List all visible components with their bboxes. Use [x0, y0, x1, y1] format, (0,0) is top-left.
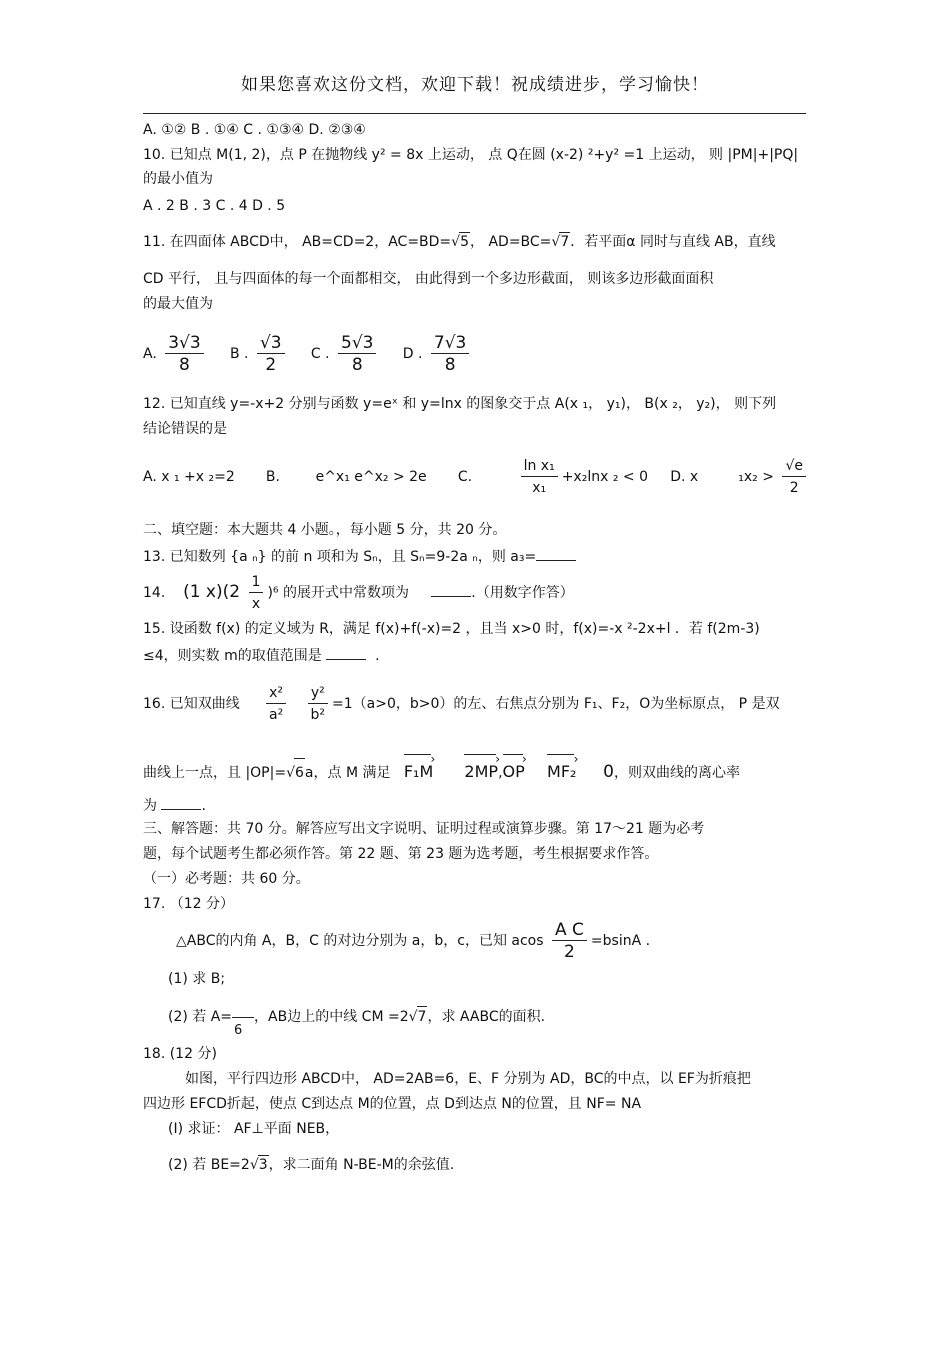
q17-title: 17. （12 分） [143, 896, 234, 912]
q14-fraction: $\frac{1}{x}$ [249, 572, 264, 615]
section-2-heading: 二、填空题：本大题共 4 小题。，每小题 5 分，共 20 分。 [143, 522, 507, 538]
q18-stem-cont: 四边形 EFCD折起，使点 C到达点 M的位置，点 D到达点 N的位置，且 NF= NA [143, 1096, 642, 1112]
q12-stem: 12. 已知直线 y=-x+2 分别与函数 y=eˣ 和 y=lnx 的图象交于点 A(x ₁， y₁)， B(x ₂， y₂)， 则下列 [143, 396, 777, 412]
q18-stem: 如图，平行四边形 ABCD中， AD=2AB=6，E、F 分别为 AD，BC的中点，以 EF为折痕把 [185, 1071, 751, 1087]
q11-stem: 11. 在四面体 ABCD中， AB=CD=2，AC=BD=√5， AD=BC=√7．若平面α 同时与直线 AB，直线 [143, 234, 776, 250]
vector-f1m: F₁M › [404, 752, 433, 786]
section-3-heading: 三、解答题：共 70 分。解答应写出文字说明、证明过程或演算步骤。第 17～21 题为必考 [143, 821, 705, 837]
q12-option-c-fraction: $\frac{\text{ln x₁}}{\text{x₁}}$ [521, 456, 558, 499]
answer-blank [536, 546, 576, 561]
page-header: 如果您喜欢这份文档，欢迎下载！祝成绩进步，学习愉快！ [241, 75, 709, 95]
sqrt-5: 5 [460, 234, 470, 250]
q17-part-1: (1) 求 B; [168, 971, 226, 987]
q10-stem: 10. 已知点 M(1, 2)，点 P 在抛物线 y² = 8x 上运动， 点 Q在圆 (x-2) ²+y² =1 上运动， 则 |PM|+|PQ| [143, 147, 799, 163]
q12-option-d-fraction: $\frac{√e}{2}$ [782, 456, 806, 499]
q18-part-1: (I) 求证： AF⊥平面 NEB， [168, 1121, 340, 1137]
q16-fraction-x: $\frac{\text{x²}}{\text{a²}}$ [266, 683, 286, 726]
q12-stem-cont: 结论错误的是 [143, 421, 227, 437]
q15-stem-cont: ≤4，则实数 m的取值范围是 . [143, 645, 380, 665]
answer-blank [431, 582, 471, 597]
q17-part-2-denominator: 6 [234, 1023, 243, 1038]
q15-stem: 15. 设函数 f(x) 的定义域为 R，满足 f(x)+f(-x)=2 ，且当 x>0 时，f(x)=-x ²-2x+l ．若 f(2m-3) [143, 621, 760, 637]
q16-stem-cont2: 为 . [143, 795, 206, 815]
q16-stem: 16. 已知双曲线 $\frac{\text{x²}}{\text{a²}}$ $\frac{\text{y²}}{\text{b²}}$ =1（a>0，b>0）的左、右焦点分别为 F₁、F₂，O为坐标原点， P 是双 [143, 680, 780, 728]
q9-options: A. ①② B . ①④ C . ①③④ D. ②③④ [143, 122, 366, 138]
q11-option-b-fraction: $\frac{√3}{2}$ [257, 333, 285, 376]
answer-blank [161, 795, 201, 810]
section-3-heading-cont: 题，每个试题考生都必须作答。第 22 题、第 23 题为选考题，考生根据要求作答。 [143, 846, 659, 862]
q16-fraction-y: $\frac{\text{y²}}{\text{b²}}$ [308, 683, 329, 726]
q11-options: A. $\frac{3√3}{8}$ B . $\frac{√3}{2}$ C . $\frac{5√3}{8}$ D . $\frac{7√3}{8}$ [143, 332, 473, 376]
q11-option-d-fraction: $\frac{7√3}{8}$ [431, 333, 469, 376]
header-rule [143, 113, 806, 114]
q18-title: 18. (12 分) [143, 1046, 217, 1062]
q14-stem: 14. (1 x)(2 $\frac{1}{x}$ )⁶ 的展开式中常数项为 .（用数字作答） [143, 570, 574, 615]
q12-options: A. x ₁ +x ₂=2 B. e^x₁ e^x₂ > 2e C. $\frac{\text{ln x₁}}{\text{x₁}}$ +x₂lnx ₂ < 0 D. x ₁x₂ > $\frac{√e}{2}$ [143, 455, 810, 499]
vector-mf2: MF₂ › [547, 752, 576, 786]
q11-option-c-fraction: $\frac{5√3}{8}$ [338, 333, 376, 376]
q10-options: A . 2 B . 3 C . 4 D . 5 [143, 198, 286, 214]
q17-stem: △ABC的内角 A，B，C 的对边分别为 a，b，c，已知 acos $\frac{\text{A C}}{2}$ =bsinA . [176, 919, 651, 962]
q10-stem-cont: 的最小值为 [143, 171, 213, 187]
q11-stem-cont: CD 平行， 且与四面体的每一个面都相交， 由此得到一个多边形截面， 则该多边形截面面积 [143, 271, 714, 287]
section-3-sub: （一）必考题：共 60 分。 [143, 871, 310, 887]
q18-part-2: (2) 若 BE=2√3，求二面角 N-BE-M的余弦值. [168, 1157, 455, 1173]
vector-2mp: 2MP › [464, 752, 498, 786]
q16-stem-cont: 曲线上一点，且 |OP|=√6a，点 M 满足 F₁M › 2MP ›,OP › MF₂ › 0，则双曲线的离心率 [143, 752, 740, 787]
q13-stem: 13. 已知数列 {a ₙ} 的前 n 项和为 Sₙ，且 Sₙ=9-2a ₙ，则 a₃= [143, 546, 576, 566]
q11-stem-cont2: 的最大值为 [143, 296, 213, 312]
q17-part-2: (2) 若 A= ，AB边上的中线 CM =2√7，求 AABC的面积. [168, 1006, 545, 1027]
q17-fraction: $\frac{\text{A C}}{2}$ [552, 920, 587, 963]
q11-option-a-fraction: $\frac{3√3}{8}$ [165, 333, 203, 376]
answer-blank [326, 645, 366, 660]
vector-op: OP › [503, 752, 525, 786]
sqrt-7: 7 [560, 234, 570, 250]
